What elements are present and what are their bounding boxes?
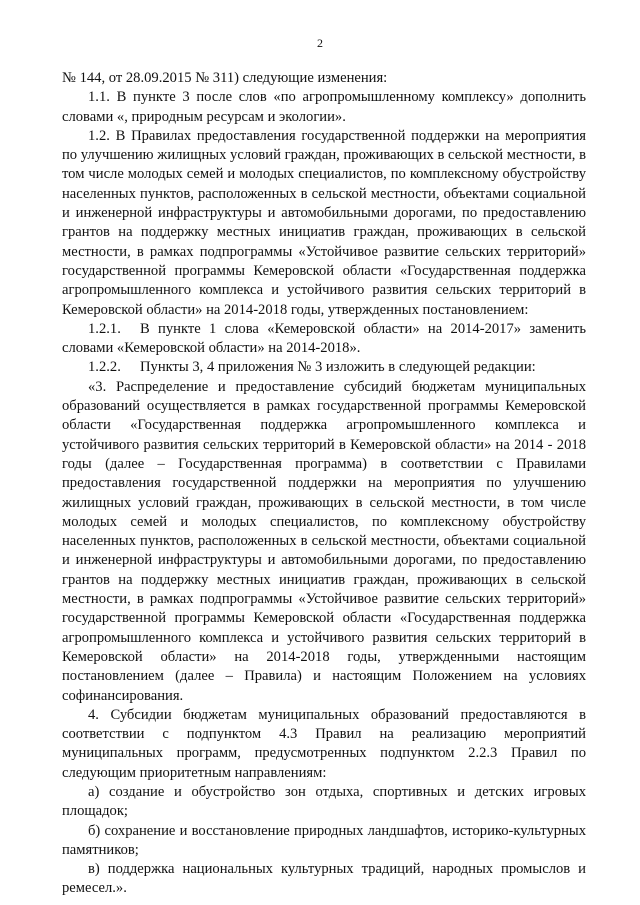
document-body [62, 69, 586, 899]
paragraph-text: № 144, от 28.09.2015 № 311) следующие изменения: [62, 70, 388, 86]
paragraph-text: в) поддержка национальных культурных традиций, народных промыслов и ремесел.». [62, 861, 586, 897]
paragraph-text: Пункты 3, 4 приложения № 3 изложить в следующей редакции: [140, 359, 536, 376]
paragraph-1-2-1 [62, 320, 586, 359]
paragraph-text: 1.2. В Правилах предоставления государственной поддержки на мероприятия по улучшению жилищных условий граждан, проживающих в сельской местности, в том числе молодых семей и молодых специалистов, по комплексному обустройству населенных пунктов, расположенных в сельской местности, объектами социальной и инженерной инфраструктуры и автомобильными дорогами, по предоставлению грантов на поддержку местных инициатив граждан, проживающих в сельской местности, в рамках подпрограммы «Устойчивое развитие сельских территорий» государственной программы Кемеровской области «Государственная поддержка агропромышленного комплекса и устойчивого развития сельских территорий в Кемеровской области» на 2014-2018 годы, утвержденных постановлением: [62, 127, 586, 318]
paragraph-text: б) сохранение и восстановление природных ландшафтов, историко-культурных памятников; [62, 822, 586, 858]
paragraph-1-1 [62, 88, 586, 127]
list-item-b [62, 822, 586, 861]
paragraph-point-4 [62, 706, 586, 783]
paragraph-point-3 [62, 378, 586, 706]
list-item-v [62, 860, 586, 899]
paragraph-1-2 [62, 127, 586, 320]
paragraph-1-2-2 [62, 358, 586, 377]
paragraph-intro [62, 69, 586, 88]
list-item-a [62, 783, 586, 822]
page-number: 2 [317, 36, 323, 50]
paragraph-text: а) создание и обустройство зон отдыха, спортивных и детских игровых площадок; [62, 783, 586, 820]
paragraph-number: 1.2.2. [88, 359, 121, 376]
paragraph-text: В пункте 1 слова «Кемеровской области» на 2014-2017» заменить словами «Кемеровской области» на 2014-2018». [62, 320, 586, 357]
paragraph-number: 1.2.1. [88, 320, 121, 337]
paragraph-text: 1.1. В пункте 3 после слов «по агропромышленному комплексу» дополнить словами «, природным ресурсам и экологии». [62, 89, 586, 125]
paragraph-text: «3. Распределение и предоставление субсидий бюджетам муниципальных образований осуществляется в рамках государственной программы Кемеровской области «Государственная поддержка агропромышленного комплекса и устойчивого развития сельских территорий в Кемеровской области» на 2014 - 2018 годы (далее – Государственная программа) в соответствии с Правилами предоставления государственной поддержки на мероприятия по улучшению жилищных условий граждан, проживающих в сельской местности, в том числе молодых семей и молодых специалистов, по комплексному обустройству населенных пунктов, расположенных в сельской местности, объектами социальной и инженерной инфраструктуры и автомобильными дорогами, по предоставлению грантов на поддержку местных инициатив граждан, проживающих в сельской местности, в рамках подпрограммы «Устойчивое развитие сельских территорий» государственной программы Кемеровской области «Государственная поддержка агропромышленного комплекса и устойчивого развития сельских территорий в Кемеровской области» на 2014-2018 годы, утвержденными настоящим постановлением (далее – Правила) и настоящим Положением на условиях софинансирования. [62, 378, 586, 704]
paragraph-text: 4. Субсидии бюджетам муниципальных образований предоставляются в соответствии с подпунктом 4.3 Правил на реализацию мероприятий муниципальных программ, предусмотренных подпунктом 2.2.3 Правил по следующим приоритетным направлениям: [62, 706, 586, 781]
